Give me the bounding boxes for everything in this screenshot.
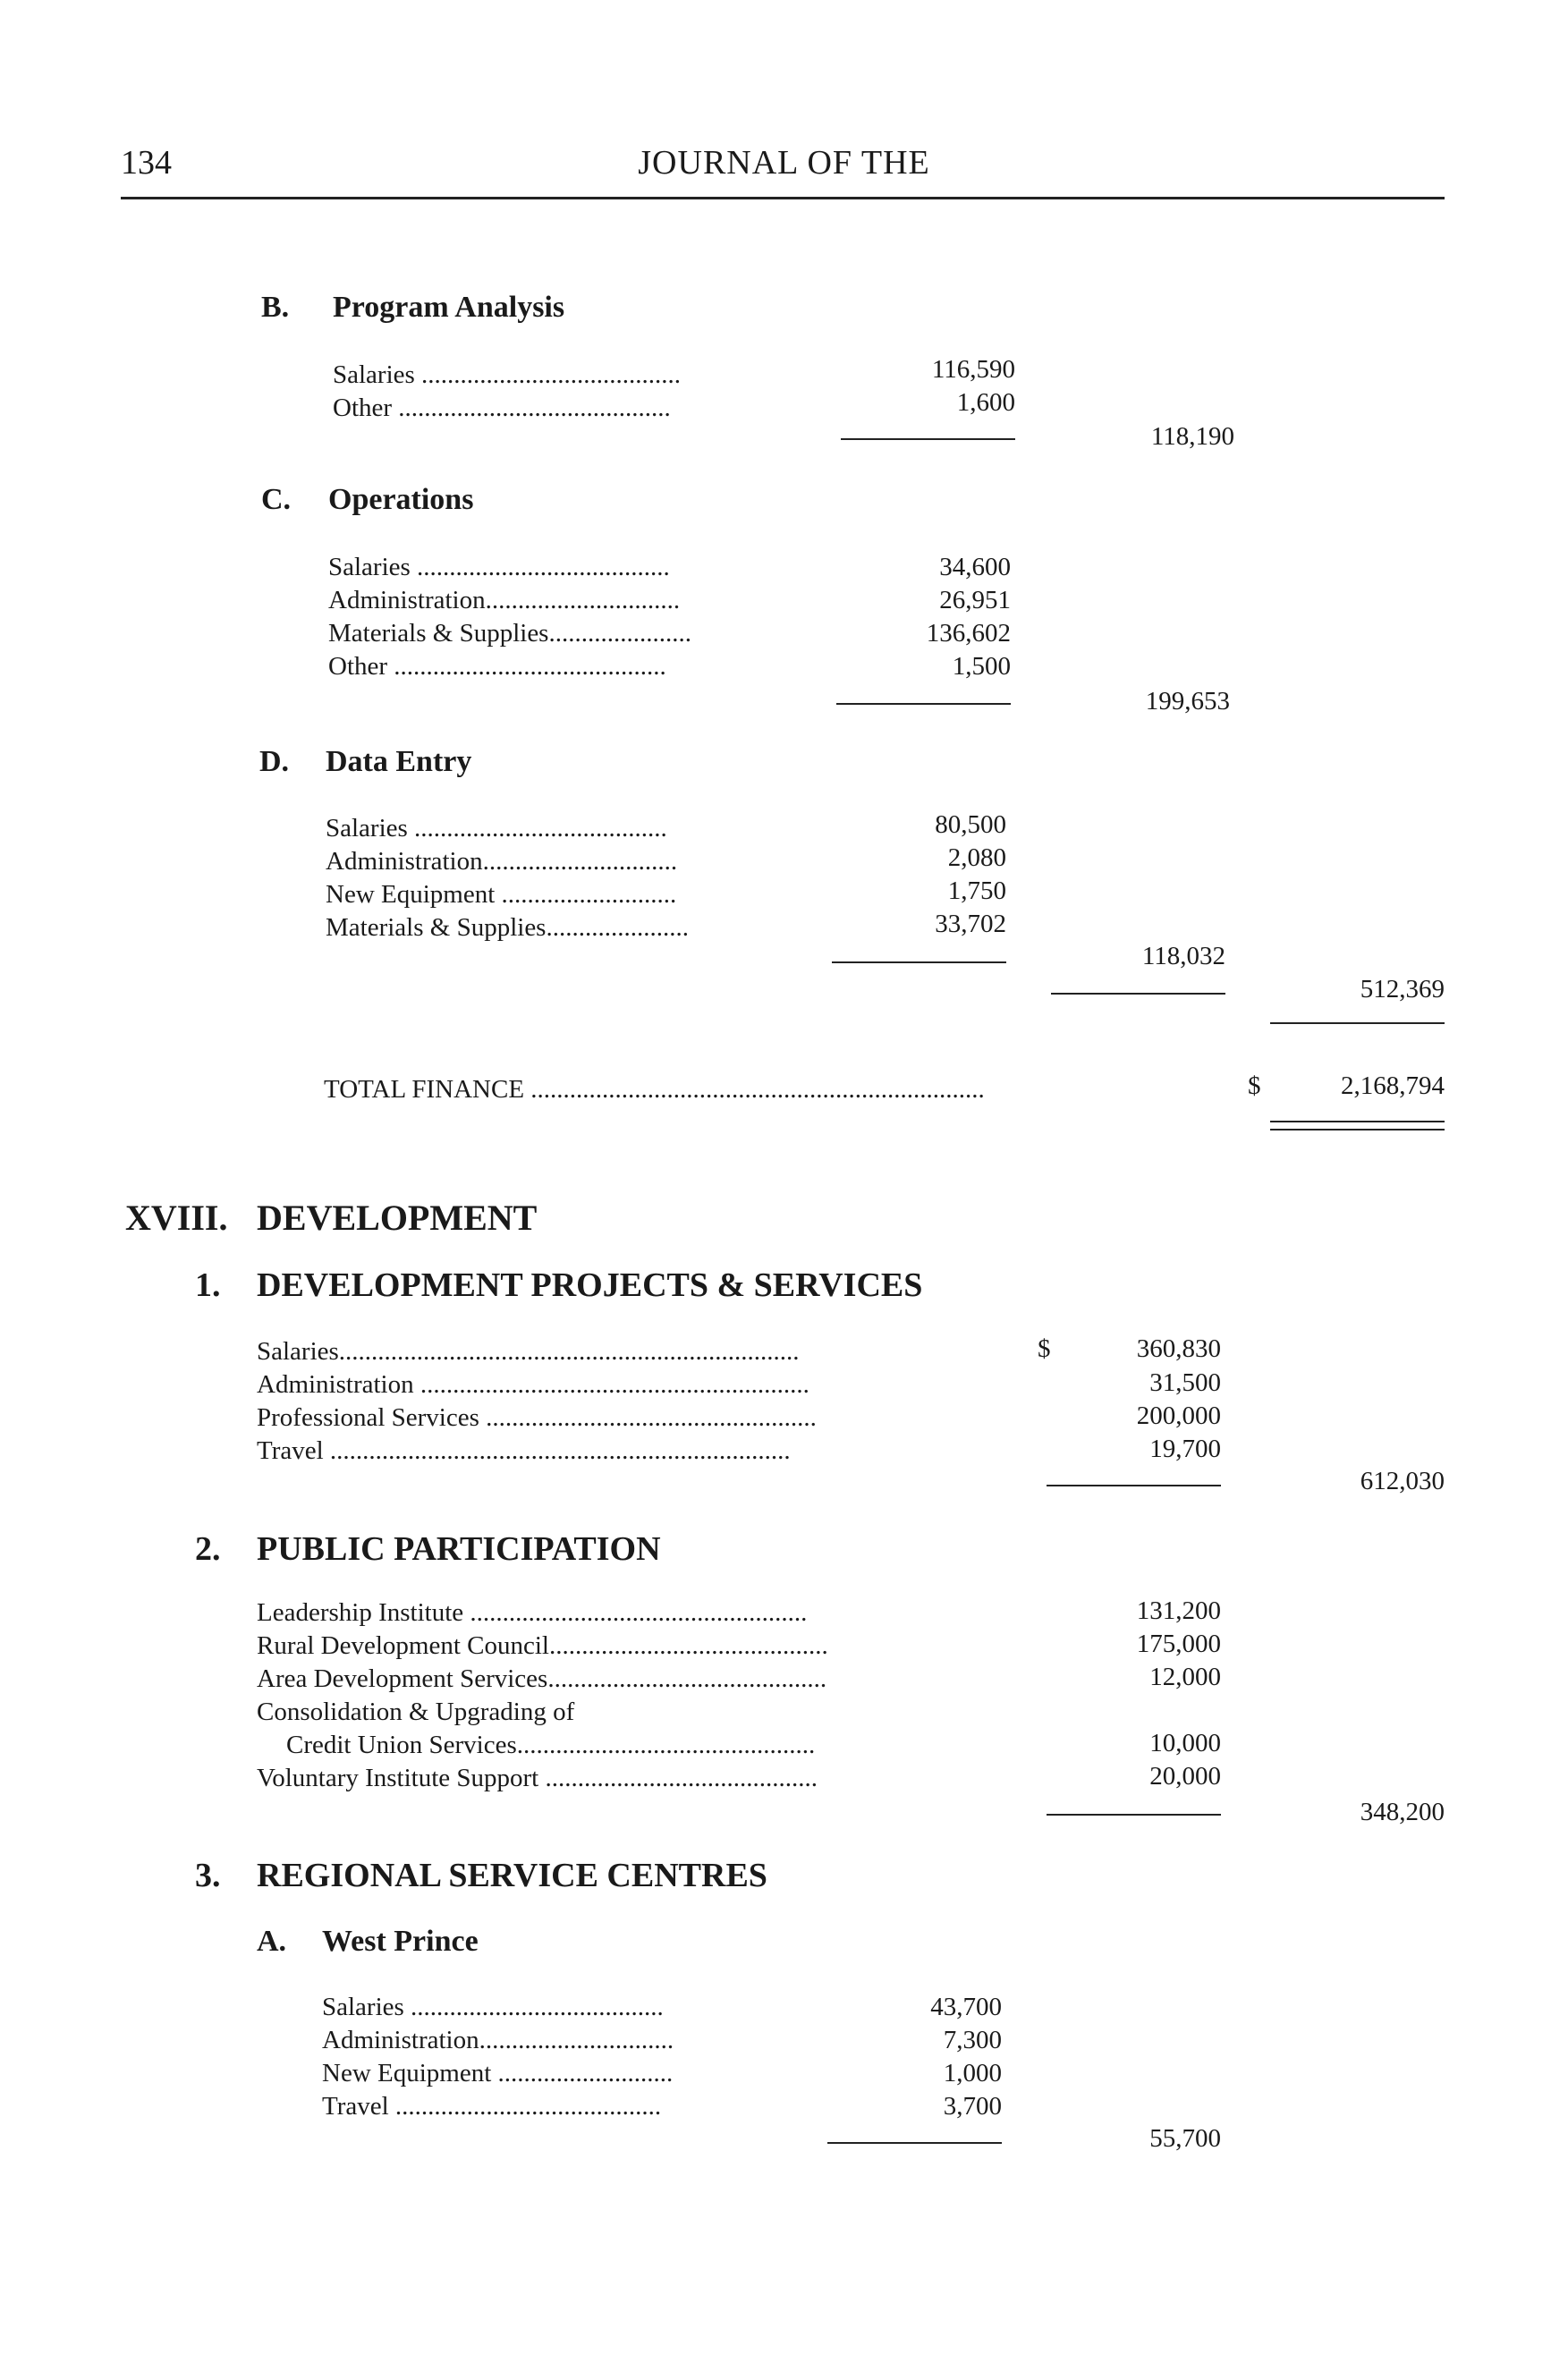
subtotal-rule: [832, 961, 1006, 963]
item-value: 19,700: [1149, 1435, 1221, 1463]
item-value: 7,300: [943, 2026, 1002, 2054]
subtotal-rule: [1047, 1485, 1221, 1486]
section-number-1: 1.: [195, 1266, 221, 1304]
item-label: Salaries ........................................: [333, 360, 682, 389]
item-label: Administration..............................: [326, 847, 678, 876]
total-finance-label: TOTAL FINANCE ......................................................................: [324, 1075, 985, 1104]
item-value: 2,080: [947, 843, 1006, 872]
item-value: 80,500: [935, 810, 1006, 839]
subtotal-value: 118,032: [1141, 942, 1225, 970]
item-value: 360,830: [1136, 1334, 1221, 1363]
total-currency: $: [1248, 1071, 1261, 1100]
section-letter-c: C.: [261, 483, 292, 516]
item-value: 131,200: [1136, 1596, 1221, 1625]
subtotal-rule: [836, 703, 1011, 705]
section-title-west-prince: West Prince: [322, 1925, 479, 1958]
section-letter-a: A.: [257, 1925, 287, 1958]
subtotal-value: 55,700: [1149, 2124, 1221, 2153]
item-label: Salaries.......................................................................: [257, 1337, 800, 1366]
section-title-projects: DEVELOPMENT PROJECTS & SERVICES: [257, 1266, 923, 1304]
item-value: 20,000: [1149, 1762, 1221, 1791]
section-letter-b: B.: [261, 291, 290, 324]
item-label: Leadership Institute ....................................................: [257, 1598, 808, 1627]
item-value: 116,590: [931, 355, 1015, 384]
subtotal-rule: [841, 438, 1015, 440]
item-value: 43,700: [930, 1993, 1002, 2021]
item-label: Travel .........................................: [322, 2092, 662, 2121]
item-label: Salaries .......................................: [322, 1993, 664, 2021]
item-label: New Equipment ...........................: [326, 880, 677, 909]
section-letter-d: D.: [259, 745, 290, 778]
item-label: Credit Union Services..............................................: [286, 1731, 816, 1759]
item-label: Other ..........................................: [333, 394, 671, 422]
item-label: Administration ............................................................: [257, 1370, 809, 1399]
group-rule: [1051, 993, 1225, 995]
currency-sign: $: [1038, 1334, 1051, 1363]
item-value: 175,000: [1136, 1630, 1221, 1658]
section-number-3: 3.: [195, 1857, 221, 1894]
header-rule: [121, 197, 1445, 199]
item-value: 1,000: [943, 2059, 1002, 2087]
section-total-value: 348,200: [1360, 1798, 1445, 1826]
section-title-program-analysis: Program Analysis: [333, 291, 565, 324]
subtotal-value: 118,190: [1150, 422, 1234, 451]
item-label: Administration..............................: [322, 2026, 674, 2054]
item-value: 1,500: [952, 652, 1011, 681]
section-number-2: 2.: [195, 1530, 221, 1568]
item-label: Other ..........................................: [328, 652, 666, 681]
item-label: Salaries .......................................: [328, 553, 670, 581]
chapter-numeral: XVIII.: [125, 1198, 228, 1238]
item-value: 3,700: [943, 2092, 1002, 2121]
subtotal-rule: [827, 2142, 1002, 2144]
chapter-title: DEVELOPMENT: [257, 1198, 538, 1238]
item-label: Materials & Supplies......................: [328, 619, 691, 648]
item-label: Professional Services ...................................................: [257, 1403, 817, 1432]
item-label: Voluntary Institute Support ..........................................: [257, 1764, 818, 1792]
item-label: Salaries .......................................: [326, 814, 667, 843]
item-value: 10,000: [1149, 1729, 1221, 1757]
item-label: Travel .......................................................................: [257, 1436, 791, 1465]
item-label: New Equipment ...........................: [322, 2059, 674, 2087]
item-value: 1,750: [947, 876, 1006, 905]
item-value: 12,000: [1149, 1663, 1221, 1691]
total-finance-value: 2,168,794: [1341, 1071, 1445, 1100]
group-total-rule: [1270, 1022, 1445, 1024]
item-value: 136,602: [926, 619, 1011, 648]
page-number: 134: [121, 144, 172, 182]
item-label: Consolidation & Upgrading of: [257, 1698, 575, 1726]
total-double-rule: [1270, 1121, 1445, 1130]
item-value: 26,951: [939, 586, 1011, 614]
item-value: 31,500: [1149, 1368, 1221, 1397]
section-total-value: 612,030: [1360, 1467, 1445, 1495]
item-value: 200,000: [1136, 1401, 1221, 1430]
item-label: Materials & Supplies......................: [326, 913, 689, 942]
item-label: Rural Development Council...........................................: [257, 1631, 828, 1660]
section-title-operations: Operations: [328, 483, 474, 516]
journal-title: JOURNAL OF THE: [638, 144, 930, 182]
group-total-value: 512,369: [1360, 975, 1445, 1003]
item-label: Area Development Services...........................................: [257, 1664, 827, 1693]
item-value: 1,600: [956, 388, 1015, 417]
section-title-regional: REGIONAL SERVICE CENTRES: [257, 1857, 767, 1894]
section-title-public-participation: PUBLIC PARTICIPATION: [257, 1530, 661, 1568]
subtotal-rule: [1047, 1814, 1221, 1816]
item-value: 33,702: [935, 910, 1006, 938]
item-value: 34,600: [939, 553, 1011, 581]
item-label: Administration..............................: [328, 586, 681, 614]
section-title-data-entry: Data Entry: [326, 745, 472, 778]
subtotal-value: 199,653: [1145, 687, 1230, 716]
